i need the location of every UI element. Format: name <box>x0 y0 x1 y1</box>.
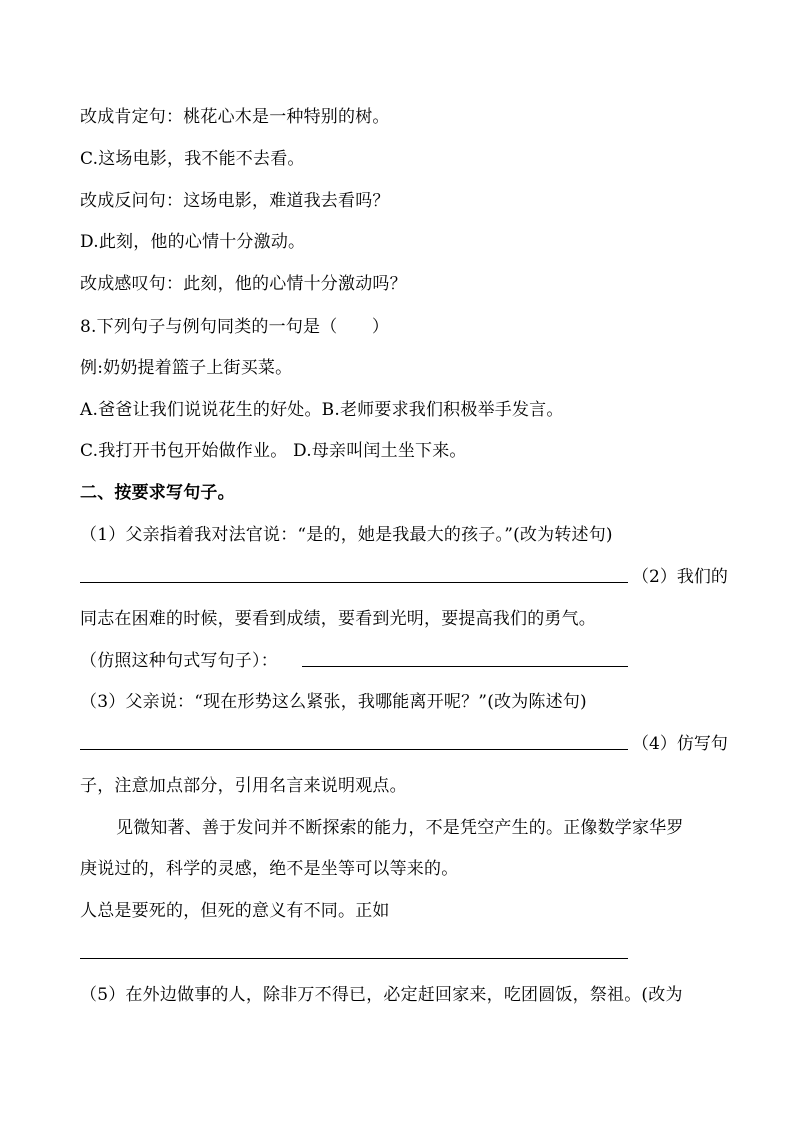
text-line-option-d: D.此刻，他的心情十分激动。 <box>80 232 306 252</box>
text-line-affirmative-rewrite: 改成肯定句：桃花心木是一种特别的树。 <box>80 107 390 127</box>
item-3-prompt: （3）父亲说：“现在形势这么紧张，我哪能离开呢？”(改为陈述句) <box>80 692 587 712</box>
item-2-prompt-continued: 同志在困难的时候，要看到成绩，要看到光明，要提高我们的勇气。 <box>80 609 596 629</box>
item-4-prompt-continued: 子，注意加点部分，引用名言来说明观点。 <box>80 776 407 796</box>
answer-line-item-2 <box>302 666 628 667</box>
question-8-example: 例:奶奶提着篮子上街买菜。 <box>80 358 293 378</box>
item-2-instruction: （仿照这种句式写句子）： <box>80 651 278 671</box>
item-1-prompt: （1）父亲指着我对法官说：“是的，她是我最大的孩子。”(改为转述句) <box>80 525 613 545</box>
question-8-options-ab: A.爸爸让我们说说花生的好处。B.老师要求我们积极举手发言。 <box>80 400 564 420</box>
answer-line-item-4 <box>80 958 628 959</box>
section-heading: 二、按要求写句子。 <box>80 483 235 503</box>
item-4-example-paragraph: 见微知著、善于发问并不断探索的能力，不是凭空产生的。正像数学家华罗 <box>116 818 684 838</box>
answer-line-item-3 <box>80 749 628 750</box>
text-line-rhetorical-rewrite: 改成反问句：这场电影，难道我去看吗？ <box>80 191 390 211</box>
item-2-prompt-start: （2）我们的 <box>632 567 728 587</box>
answer-line-item-1 <box>80 582 628 583</box>
question-8-prompt: 8.下列句子与例句同类的一句是（ ） <box>80 317 390 337</box>
item-5-prompt: （5）在外边做事的人，除非万不得已，必定赶回家来，吃团圆饭，祭祖。(改为 <box>80 985 683 1005</box>
item-4-prompt-start: （4）仿写句 <box>632 734 728 754</box>
question-8-options-cd: C.我打开书包开始做作业。 D.母亲叫闰土坐下来。 <box>80 441 467 461</box>
item-4-example-paragraph-end: 庚说过的，科学的灵感，绝不是坐等可以等来的。 <box>80 859 459 879</box>
text-line-exclamation-rewrite: 改成感叹句：此刻，他的心情十分激动吗？ <box>80 274 407 294</box>
text-line-option-c: C.这场电影，我不能不去看。 <box>80 149 305 169</box>
item-4-writing-start: 人总是要死的，但死的意义有不同。正如 <box>80 901 390 921</box>
